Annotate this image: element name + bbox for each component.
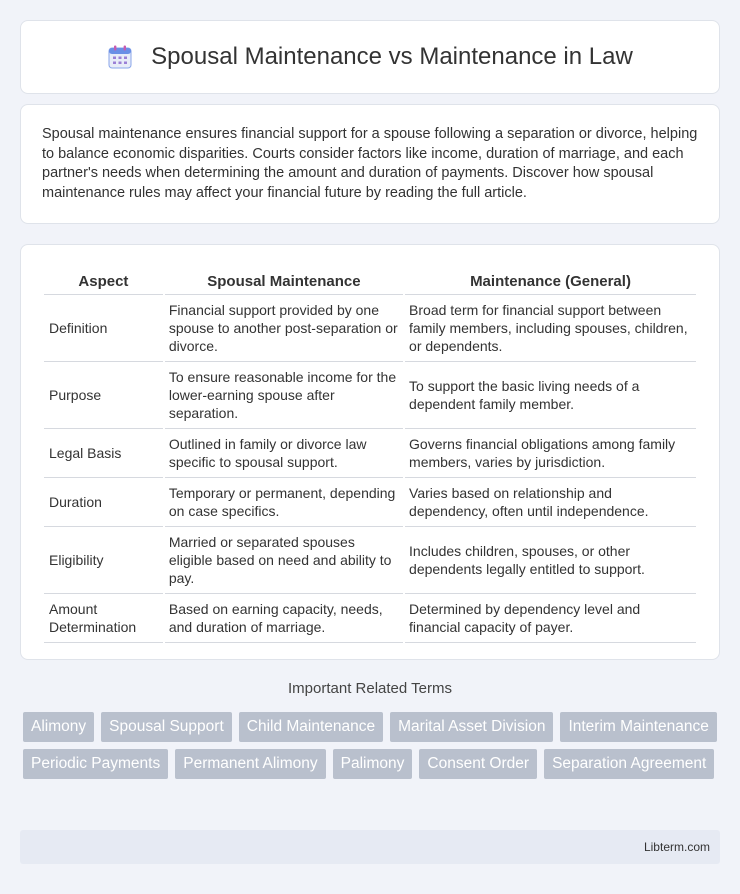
related-term-tag[interactable]: Periodic Payments [23, 749, 168, 779]
row-general: Broad term for financial support between family members, including spouses, children, or dependents. [405, 295, 696, 362]
intro-card [20, 104, 720, 224]
table-row [44, 429, 696, 478]
row-spousal: Outlined in family or divorce law specific to spousal support. [165, 429, 403, 478]
row-spousal: Based on earning capacity, needs, and duration of marriage. [165, 594, 403, 643]
related-term-tag[interactable]: Alimony [23, 712, 94, 742]
related-term-tag[interactable]: Child Maintenance [239, 712, 383, 742]
related-terms-title: Important Related Terms [288, 680, 452, 697]
row-spousal: To ensure reasonable income for the lower-earning spouse after separation. [165, 362, 403, 429]
table-header-row [44, 265, 696, 295]
header-spousal-maintenance: Spousal Maintenance [165, 265, 403, 295]
table-row [44, 362, 696, 429]
row-aspect: Legal Basis [44, 429, 163, 478]
related-terms-list [23, 712, 723, 779]
title-wrap [107, 43, 633, 71]
header-aspect: Aspect [44, 265, 163, 295]
related-term-tag[interactable]: Interim Maintenance [560, 712, 716, 742]
table-row [44, 594, 696, 643]
comparison-table-card [20, 244, 720, 660]
footer-site-link[interactable]: Libterm.com [643, 840, 710, 854]
related-term-tag[interactable]: Spousal Support [101, 712, 232, 742]
row-spousal: Temporary or permanent, depending on case specifics. [165, 478, 403, 527]
page-title: Spousal Maintenance vs Maintenance in Law [151, 43, 633, 70]
related-term-tag[interactable]: Separation Agreement [544, 749, 714, 779]
row-aspect: Amount Determination [44, 594, 163, 643]
row-general: Includes children, spouses, or other dependents legally entitled to support. [405, 527, 696, 594]
header-card [20, 20, 720, 94]
related-term-tag[interactable]: Permanent Alimony [175, 749, 325, 779]
row-spousal: Financial support provided by one spouse to another post-separation or divorce. [165, 295, 403, 362]
related-term-tag[interactable]: Palimony [333, 749, 413, 779]
table-row [44, 527, 696, 594]
row-aspect: Eligibility [44, 527, 163, 594]
calendar-icon [107, 44, 133, 70]
table-row [44, 295, 696, 362]
row-aspect: Duration [44, 478, 163, 527]
related-term-tag[interactable]: Consent Order [419, 749, 537, 779]
row-aspect: Purpose [44, 362, 163, 429]
intro-text: Spousal maintenance ensures financial support for a spouse following a separation or divorce, helping to balance economic disparities. Courts consider factors like income, duration of marriage, and each partner's needs when determining the amount and duration of payments. Discover how spousal maintenance rules may affect your financial future by reading the full article. [42, 126, 698, 201]
related-term-tag[interactable]: Marital Asset Division [390, 712, 553, 742]
table-row [44, 478, 696, 527]
row-aspect: Definition [44, 295, 163, 362]
comparison-table [42, 265, 698, 643]
row-general: Determined by dependency level and financial capacity of payer. [405, 594, 696, 643]
row-general: To support the basic living needs of a dependent family member. [405, 362, 696, 429]
row-spousal: Married or separated spouses eligible based on need and ability to pay. [165, 527, 403, 594]
footer [20, 830, 720, 864]
row-general: Varies based on relationship and dependency, often until independence. [405, 478, 696, 527]
row-general: Governs financial obligations among family members, varies by jurisdiction. [405, 429, 696, 478]
header-maintenance-general: Maintenance (General) [405, 265, 696, 295]
